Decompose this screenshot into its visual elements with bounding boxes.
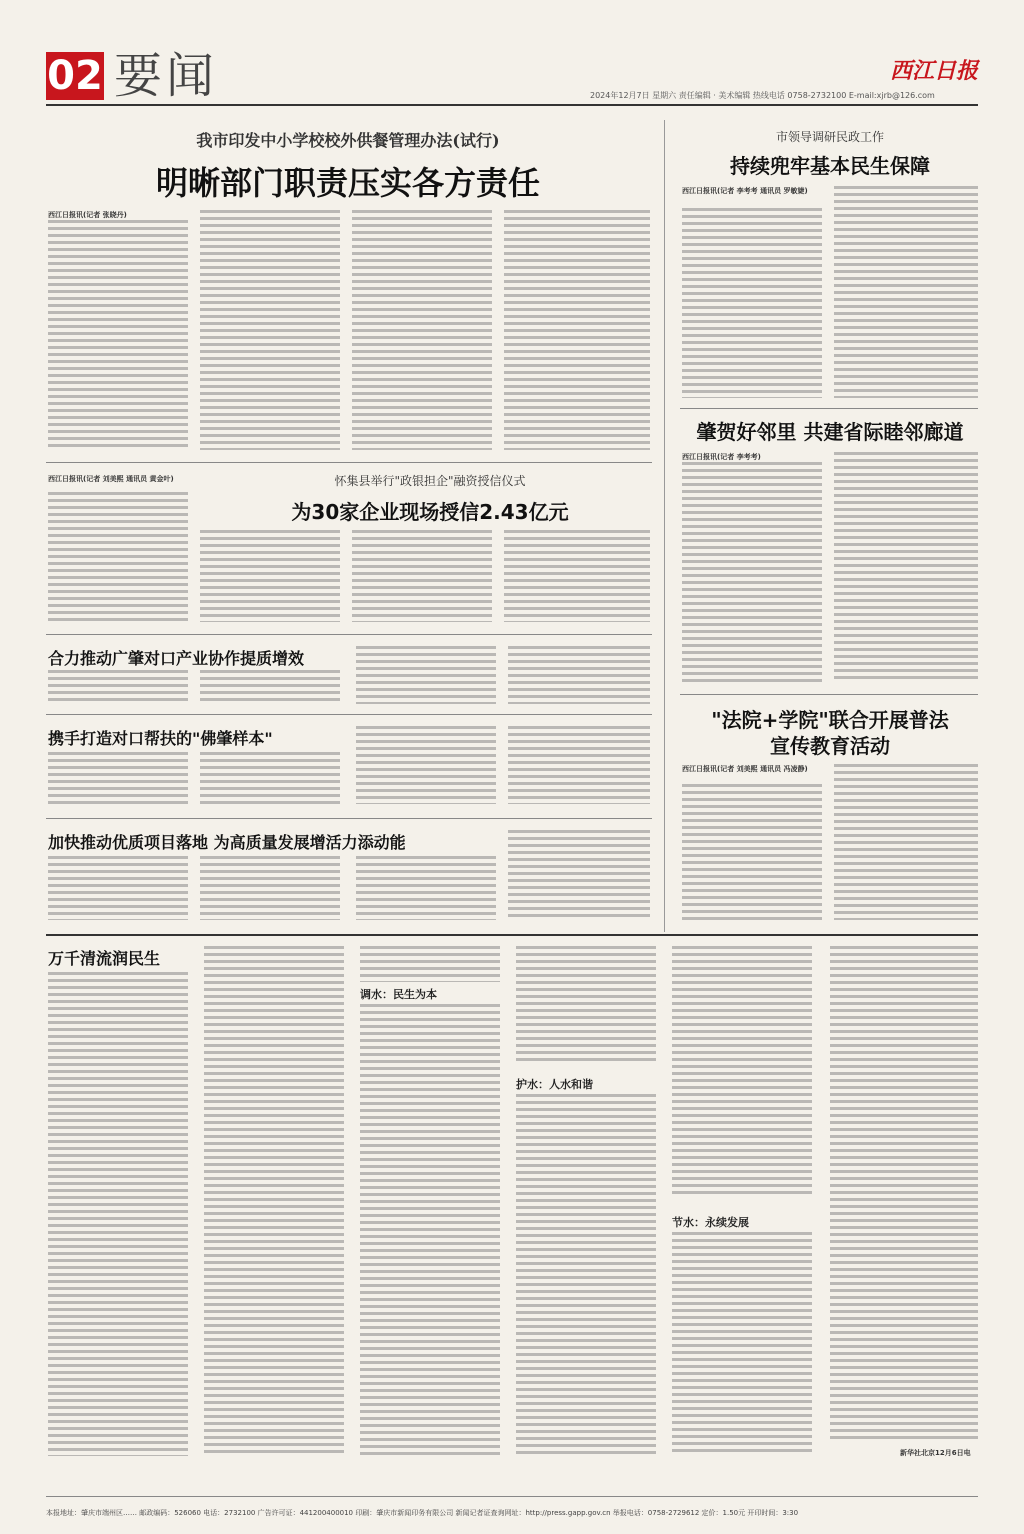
article-9-body-col-2: [204, 946, 344, 1456]
page-number: 02: [47, 53, 103, 99]
article-6-byline: 西江日报讯(记者 李考考 通讯员 罗敏婕): [682, 187, 808, 195]
article-9-body-col-1: [48, 972, 188, 1456]
article-5-headline: 加快推动优质项目落地 为高质量发展增活力添动能: [48, 833, 406, 852]
dateline: 2024年12月7日 星期六 责任编辑 · 美术编辑 热线电话 0758-2732100 E-mail:xjrb@126.com: [590, 91, 935, 100]
article-1-body-col-1: [48, 220, 188, 450]
article-6-kicker: 市领导调研民政工作: [775, 130, 884, 144]
article-5-body: [200, 856, 340, 920]
article-2-body-col-3: [352, 530, 492, 622]
divider: [46, 462, 652, 463]
divider: [680, 694, 978, 695]
article-8-headline-line-2: 宣传教育活动: [770, 734, 890, 758]
article-3-body: [508, 646, 650, 704]
divider: [680, 408, 978, 409]
article-9-body-col-4b: [516, 1094, 656, 1456]
footer-rule: [46, 1496, 978, 1497]
article-1-body-col-4: [504, 210, 650, 450]
article-5-body: [48, 856, 188, 920]
article-6-headline: 持续兜牢基本民生保障: [730, 154, 930, 178]
article-1-body-col-3: [352, 210, 492, 450]
article-5-body: [356, 856, 496, 920]
article-9-subhead-1: 调水：民生为本: [360, 988, 437, 1001]
article-2-byline: 西江日报讯(记者 刘美熙 通讯员 黄金叶): [48, 475, 174, 483]
article-8-body-col-2: [834, 764, 978, 920]
article-6-body-col-2: [834, 186, 978, 398]
section-rule: [46, 934, 978, 936]
article-6-body-col-1: [682, 208, 822, 398]
article-2-kicker: 怀集县举行"政银担企"融资授信仪式: [334, 474, 526, 488]
article-9-signoff: 新华社北京12月6日电: [900, 1449, 971, 1457]
article-4-body: [508, 726, 650, 804]
article-9-body-col-5: [672, 946, 812, 1196]
article-9-subhead-2: 护水：人水和谐: [516, 1078, 593, 1091]
article-1-headline: 明晰部门职责压实各方责任: [155, 164, 540, 202]
article-1-body-col-2: [200, 210, 340, 450]
article-1-kicker: 我市印发中小学校校外供餐管理办法(试行): [196, 131, 500, 150]
article-7-body-col-2: [834, 452, 978, 682]
article-1-byline: 西江日报讯(记者 张晓丹): [48, 211, 127, 219]
article-9-body-col-5b: [672, 1232, 812, 1456]
article-9-body-col-6: [830, 946, 978, 1442]
article-2-body-col-1: [48, 492, 188, 622]
divider: [46, 634, 652, 635]
article-9-subhead-3: 节水：永续发展: [672, 1216, 749, 1229]
divider: [46, 818, 652, 819]
article-9-headline: 万千清流润民生: [48, 949, 161, 968]
article-9-body-col-3b: [360, 1004, 500, 1456]
footer-info: 本报地址：肇庆市端州区…… 邮政编码：526060 电话：2732100 广告许可证：441200400010 印刷：肇庆市新闻印务有限公司 新闻记者证查询网址：http://press.gapp.gov.cn 举报电话：0758-2729612 定价：1.50元 开印时间：3:30: [46, 1509, 799, 1517]
article-8-headline-line-1: "法院+学院"联合开展普法: [711, 708, 949, 732]
column-rule: [664, 120, 665, 932]
article-8-body-col-1: [682, 784, 822, 920]
article-2-body-col-4: [504, 530, 650, 622]
section-title: 要闻: [114, 48, 219, 104]
article-9-body-col-3: [360, 946, 500, 982]
article-2-body-col-2: [200, 530, 340, 622]
article-3-body: [356, 646, 496, 704]
article-7-headline: 肇贺好邻里 共建省际睦邻廊道: [696, 420, 964, 444]
article-8-byline: 西江日报讯(记者 刘美熙 通讯员 冯凌静): [682, 765, 808, 773]
article-3-headline: 合力推动广肇对口产业协作提质增效: [48, 649, 305, 668]
article-4-body: [48, 752, 188, 804]
article-5-body: [508, 830, 650, 920]
masthead-rule: [46, 104, 978, 106]
article-4-body: [200, 752, 340, 804]
article-3-body: [48, 670, 188, 704]
article-9-body-col-4: [516, 946, 656, 1062]
divider: [46, 714, 652, 715]
article-3-body: [200, 670, 340, 704]
article-7-byline: 西江日报讯(记者 李考考): [682, 453, 761, 461]
article-7-body-col-1: [682, 462, 822, 682]
article-4-headline: 携手打造对口帮扶的"佛肇样本": [48, 729, 273, 748]
newspaper-logo: 西江日报: [890, 58, 979, 84]
article-2-headline: 为30家企业现场授信2.43亿元: [291, 500, 569, 524]
article-4-body: [356, 726, 496, 804]
